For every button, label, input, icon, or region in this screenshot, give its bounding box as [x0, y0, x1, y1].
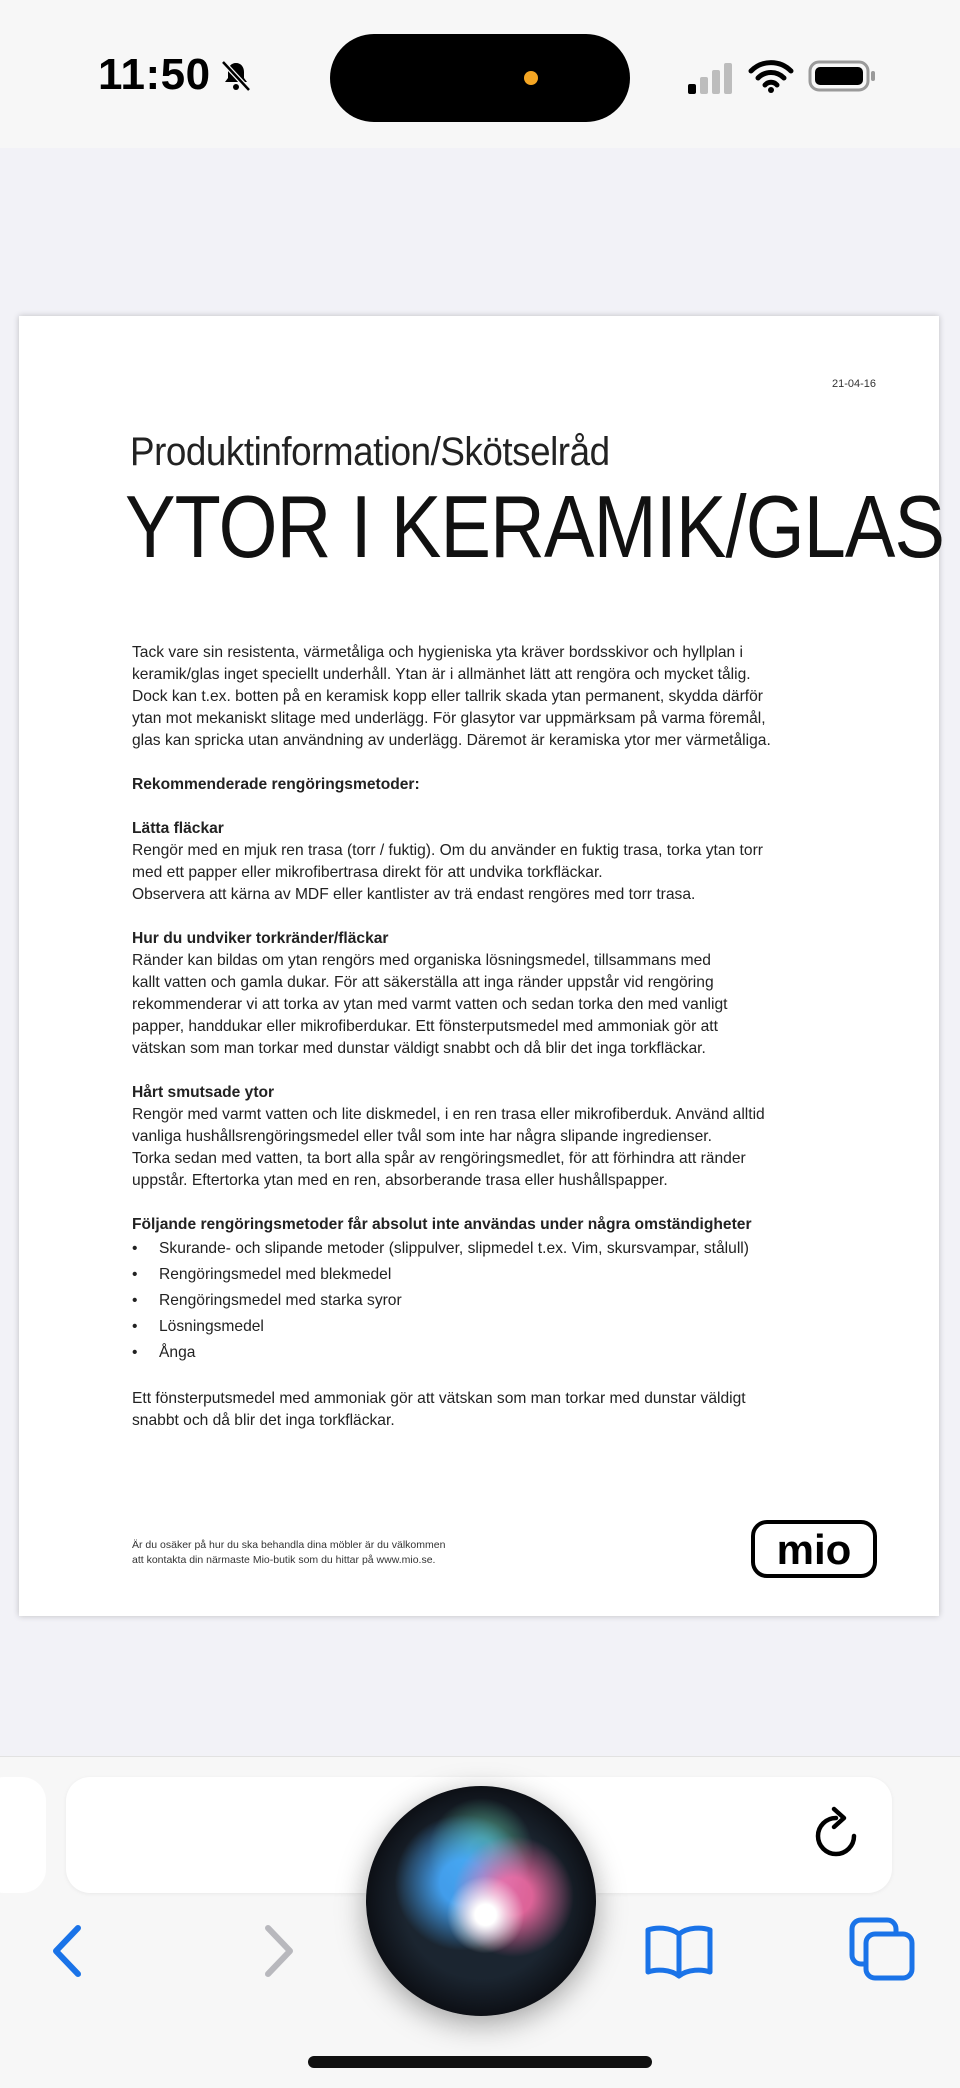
streaks-heading: Hur du undviker torkränder/fläckar — [132, 930, 389, 947]
list-item: • Rengöringsmedel med blekmedel — [132, 1262, 822, 1288]
closing-paragraph: Ett fönsterputsmedel med ammoniak gör att vätskan som man torkar med dunstar väldigt snabbt och då blir det inga torkfläckar. — [132, 1390, 746, 1429]
document-date: 21-04-16 — [831, 378, 876, 390]
light-stains-heading: Lätta fläckar — [132, 820, 224, 837]
document-title: YTOR I KERAMIK/GLAS — [125, 477, 945, 576]
list-item: • Ånga — [132, 1340, 822, 1366]
mio-logo-text: mio — [776, 1526, 852, 1573]
intro-paragraph: Tack vare sin resistenta, värmetåliga och hygieniska yta kräver bordsskivor och hyllplan i keramik/glas inget speciellt underhåll. Ytan är i allmänhet lätt att rengöra och mycket tålig. Dock kan t.ex. botten på en keramisk kopp eller tallrik skada ytan permanent, skydda därför ytan mot mekaniskt slitage med underlägg. För glasytor var uppmärksam på varma föremål, glas kan spricka utan användning av underlägg. Däremot är keramiska ytor mer värmetåliga. — [132, 644, 771, 749]
light-stains-text: Rengör med en mjuk ren trasa (torr / fuktig). Om du använder en fuktig trasa, torka ytan torr med ett papper eller mikrofibertrasa direkt för att undvika torkfläckar. Observera att kärna av MDF eller kantlister av trä endast rengöres med torr trasa. — [132, 842, 763, 903]
pdf-page — [19, 316, 945, 1616]
document-body — [132, 642, 822, 1432]
bookmarks-icon[interactable] — [644, 1922, 714, 1980]
signal-icon — [686, 62, 736, 96]
home-indicator[interactable] — [308, 2056, 652, 2068]
document-subtitle: Produktinformation/Skötselråd — [130, 430, 610, 474]
status-bar — [0, 0, 960, 148]
heavy-dirt-heading: Hårt smutsade ytor — [132, 1084, 275, 1101]
privacy-indicator-icon — [524, 71, 538, 85]
reload-icon[interactable] — [812, 1806, 860, 1860]
battery-icon — [808, 58, 878, 94]
siri-orb[interactable] — [366, 1786, 596, 2016]
tabs-icon[interactable] — [848, 1916, 916, 1982]
forward-icon[interactable] — [258, 1922, 298, 1980]
recommended-heading: Rekommenderade rengöringsmetoder: — [132, 776, 420, 793]
wifi-icon — [748, 58, 794, 94]
dynamic-island — [330, 34, 630, 122]
list-item: • Lösningsmedel — [132, 1314, 822, 1340]
streaks-text: Ränder kan bildas om ytan rengörs med organiska lösningsmedel, tillsammans med kallt vatten och gamla dukar. För att säkerställa att inga ränder uppstår vid rengöring rekommenderar vi att torka av ytan med varmt vatten och sedan torka den med vanligt papper, handdukar eller mikrofiberdukar. Ett fönsterputsmedel med ammoniak gör att vätskan som man torkar med dunstar väldigt snabbt och då blir det inga torkfläckar. — [132, 952, 728, 1057]
heavy-dirt-text: Rengör med varmt vatten och lite diskmedel, i en ren trasa eller mikrofiberduk. Använd alltid vanliga hushållsrengöringsmedel eller tvål som inte har några slipande ingredienser. Torka sedan med vatten, ta bort alla spår av rengöringsmedlet, för att förhindra att ränder uppstår. Eftertorka ytan med en ren, absorberande trasa eller hushållspapper. — [132, 1106, 765, 1189]
forbidden-list — [132, 1236, 822, 1366]
bell-slash-icon — [218, 58, 254, 94]
previous-tab-preview[interactable] — [0, 1777, 46, 1893]
forbidden-heading: Följande rengöringsmetoder får absolut inte användas under några omständigheter — [132, 1216, 752, 1233]
back-icon[interactable] — [48, 1922, 88, 1980]
document-footer: Är du osäker på hur du ska behandla dina möbler är du välkommen att kontakta din närmaste Mio-butik som du hittar på www.mio.se. — [132, 1539, 446, 1566]
list-item: • Skurande- och slipande metoder (slippulver, slipmedel t.ex. Vim, skursvampar, stålull) — [132, 1236, 822, 1262]
list-item: • Rengöringsmedel med starka syror — [132, 1288, 822, 1314]
status-time: 11:50 — [98, 50, 211, 99]
mio-logo — [751, 1520, 877, 1578]
